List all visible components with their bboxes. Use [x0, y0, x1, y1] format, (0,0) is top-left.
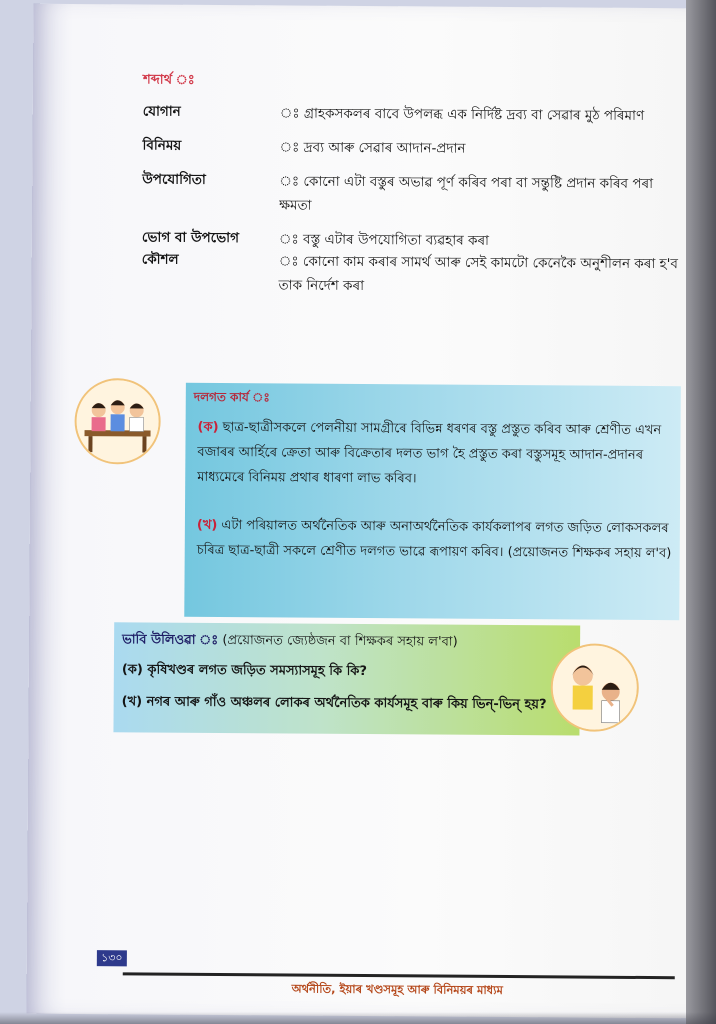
item-label: (খ)	[196, 517, 218, 534]
thinking-children-illustration	[550, 643, 639, 732]
glossary-definition: ঃ কোনো কাম কৰাৰ সামৰ্থ আৰু সেই কামটো কেনেকৈ অনুশীলন কৰা হ'ব তাক নিৰ্দেশ কৰা	[278, 253, 678, 295]
think-note: (প্ৰয়োজনত জ্যেষ্ঠজন বা শিক্ষকৰ সহায় ল'বা)	[222, 633, 458, 650]
book-spine	[686, 0, 716, 1024]
group-students-illustration	[74, 378, 161, 465]
glossary-definition: ঃ গ্ৰাহকসকলৰ বাবে উপলব্ধ এক নিৰ্দিষ্ট দ্ৰব্য বা সেৱাৰ মুঠ পৰিমাণ	[279, 105, 645, 124]
think-and-answer-box	[113, 622, 580, 735]
glossary-title: শব্দাৰ্থ ঃ	[142, 72, 195, 88]
question-text: কৃষিখণ্ডৰ লগত জড়িত সমস্যাসমূহ কি কি?	[147, 662, 368, 680]
glossary-definition: ঃ কোনো এটা বস্তুৰ অভাৱ পূৰ্ণ কৰিব পৰা বা সন্তুষ্টি প্ৰদান কৰিব পৰা ক্ষমতা	[279, 173, 654, 214]
footer-divider	[123, 972, 675, 979]
group-work-box	[184, 383, 681, 620]
group-work-title: দলগত কাৰ্য ঃ	[193, 389, 270, 405]
glossary-definition: ঃ বস্তু এটাৰ উপযোগিতা ব্যৱহাৰ কৰা	[278, 231, 490, 249]
chapter-footer: অৰ্থনীতি, ইয়াৰ খণ্ডসমূহ আৰু বিনিময়ৰ মাধ্যম	[291, 981, 503, 998]
glossary-term: কৌশল	[141, 251, 179, 268]
group-work-item	[197, 415, 676, 493]
glossary-term: বিনিময়	[142, 137, 182, 154]
group-work-item	[197, 513, 675, 566]
question-item	[122, 660, 367, 683]
question-label: (ক)	[121, 662, 143, 678]
question-label: (খ)	[121, 694, 143, 710]
thinking-children-icon	[552, 645, 637, 730]
item-label: (ক)	[197, 419, 219, 436]
question-text: নগৰ আৰু গাঁও অঞ্চলৰ লোকৰ অৰ্থনৈতিক কাৰ্যসমূহ বাৰু কিয় ভিন্-ভিন্ হয়?	[146, 694, 547, 713]
students-at-table-icon	[76, 380, 159, 463]
think-title: ভাবি উলিওৱা ঃ	[122, 632, 219, 649]
question-item	[122, 692, 547, 716]
item-text: ছাত্ৰ-ছাত্ৰীসকলে পেলনীয়া সামগ্ৰীৰে বিভিন্ন ধৰণৰ বস্তু প্ৰস্তুত কৰিব আৰু শ্ৰেণীত এখন বজাৰৰ আৰ্হিৰে ক্ৰেতা আৰু বিক্ৰেতাৰ দলত ভাগ হৈ প্ৰস্তুত কৰা বস্তুসমূহ আদান-প্ৰদানৰ মাধ্যমেৰে বিনিময় প্ৰথাৰ ধাৰণা লাভ কৰিব।	[197, 420, 662, 487]
glossary-term: যোগান	[142, 103, 181, 120]
think-title-line	[122, 630, 458, 653]
page-number: ১৩০	[97, 950, 127, 966]
glossary-definition: ঃ দ্ৰব্য আৰু সেৱাৰ আদান-প্ৰদান	[279, 139, 466, 157]
page-shadow	[0, 1012, 716, 1024]
glossary-term: ভোগ বা উপভোগ	[141, 229, 240, 247]
glossary-term: উপযোগিতা	[142, 171, 206, 188]
item-text: এটা পৰিয়ালত অৰ্থনৈতিক আৰু অনাঅৰ্থনৈতিক কাৰ্যকলাপৰ লগত জড়িত লোকসকলৰ চৰিত্ৰ ছাত্ৰ-ছাত্ৰী সকলে শ্ৰেণীত দলগত ভাৱে ৰূপায়ণ কৰিব। (প্ৰয়োজনত শিক্ষকৰ সহায় ল'ব)	[196, 518, 672, 562]
textbook-page	[26, 4, 693, 1019]
